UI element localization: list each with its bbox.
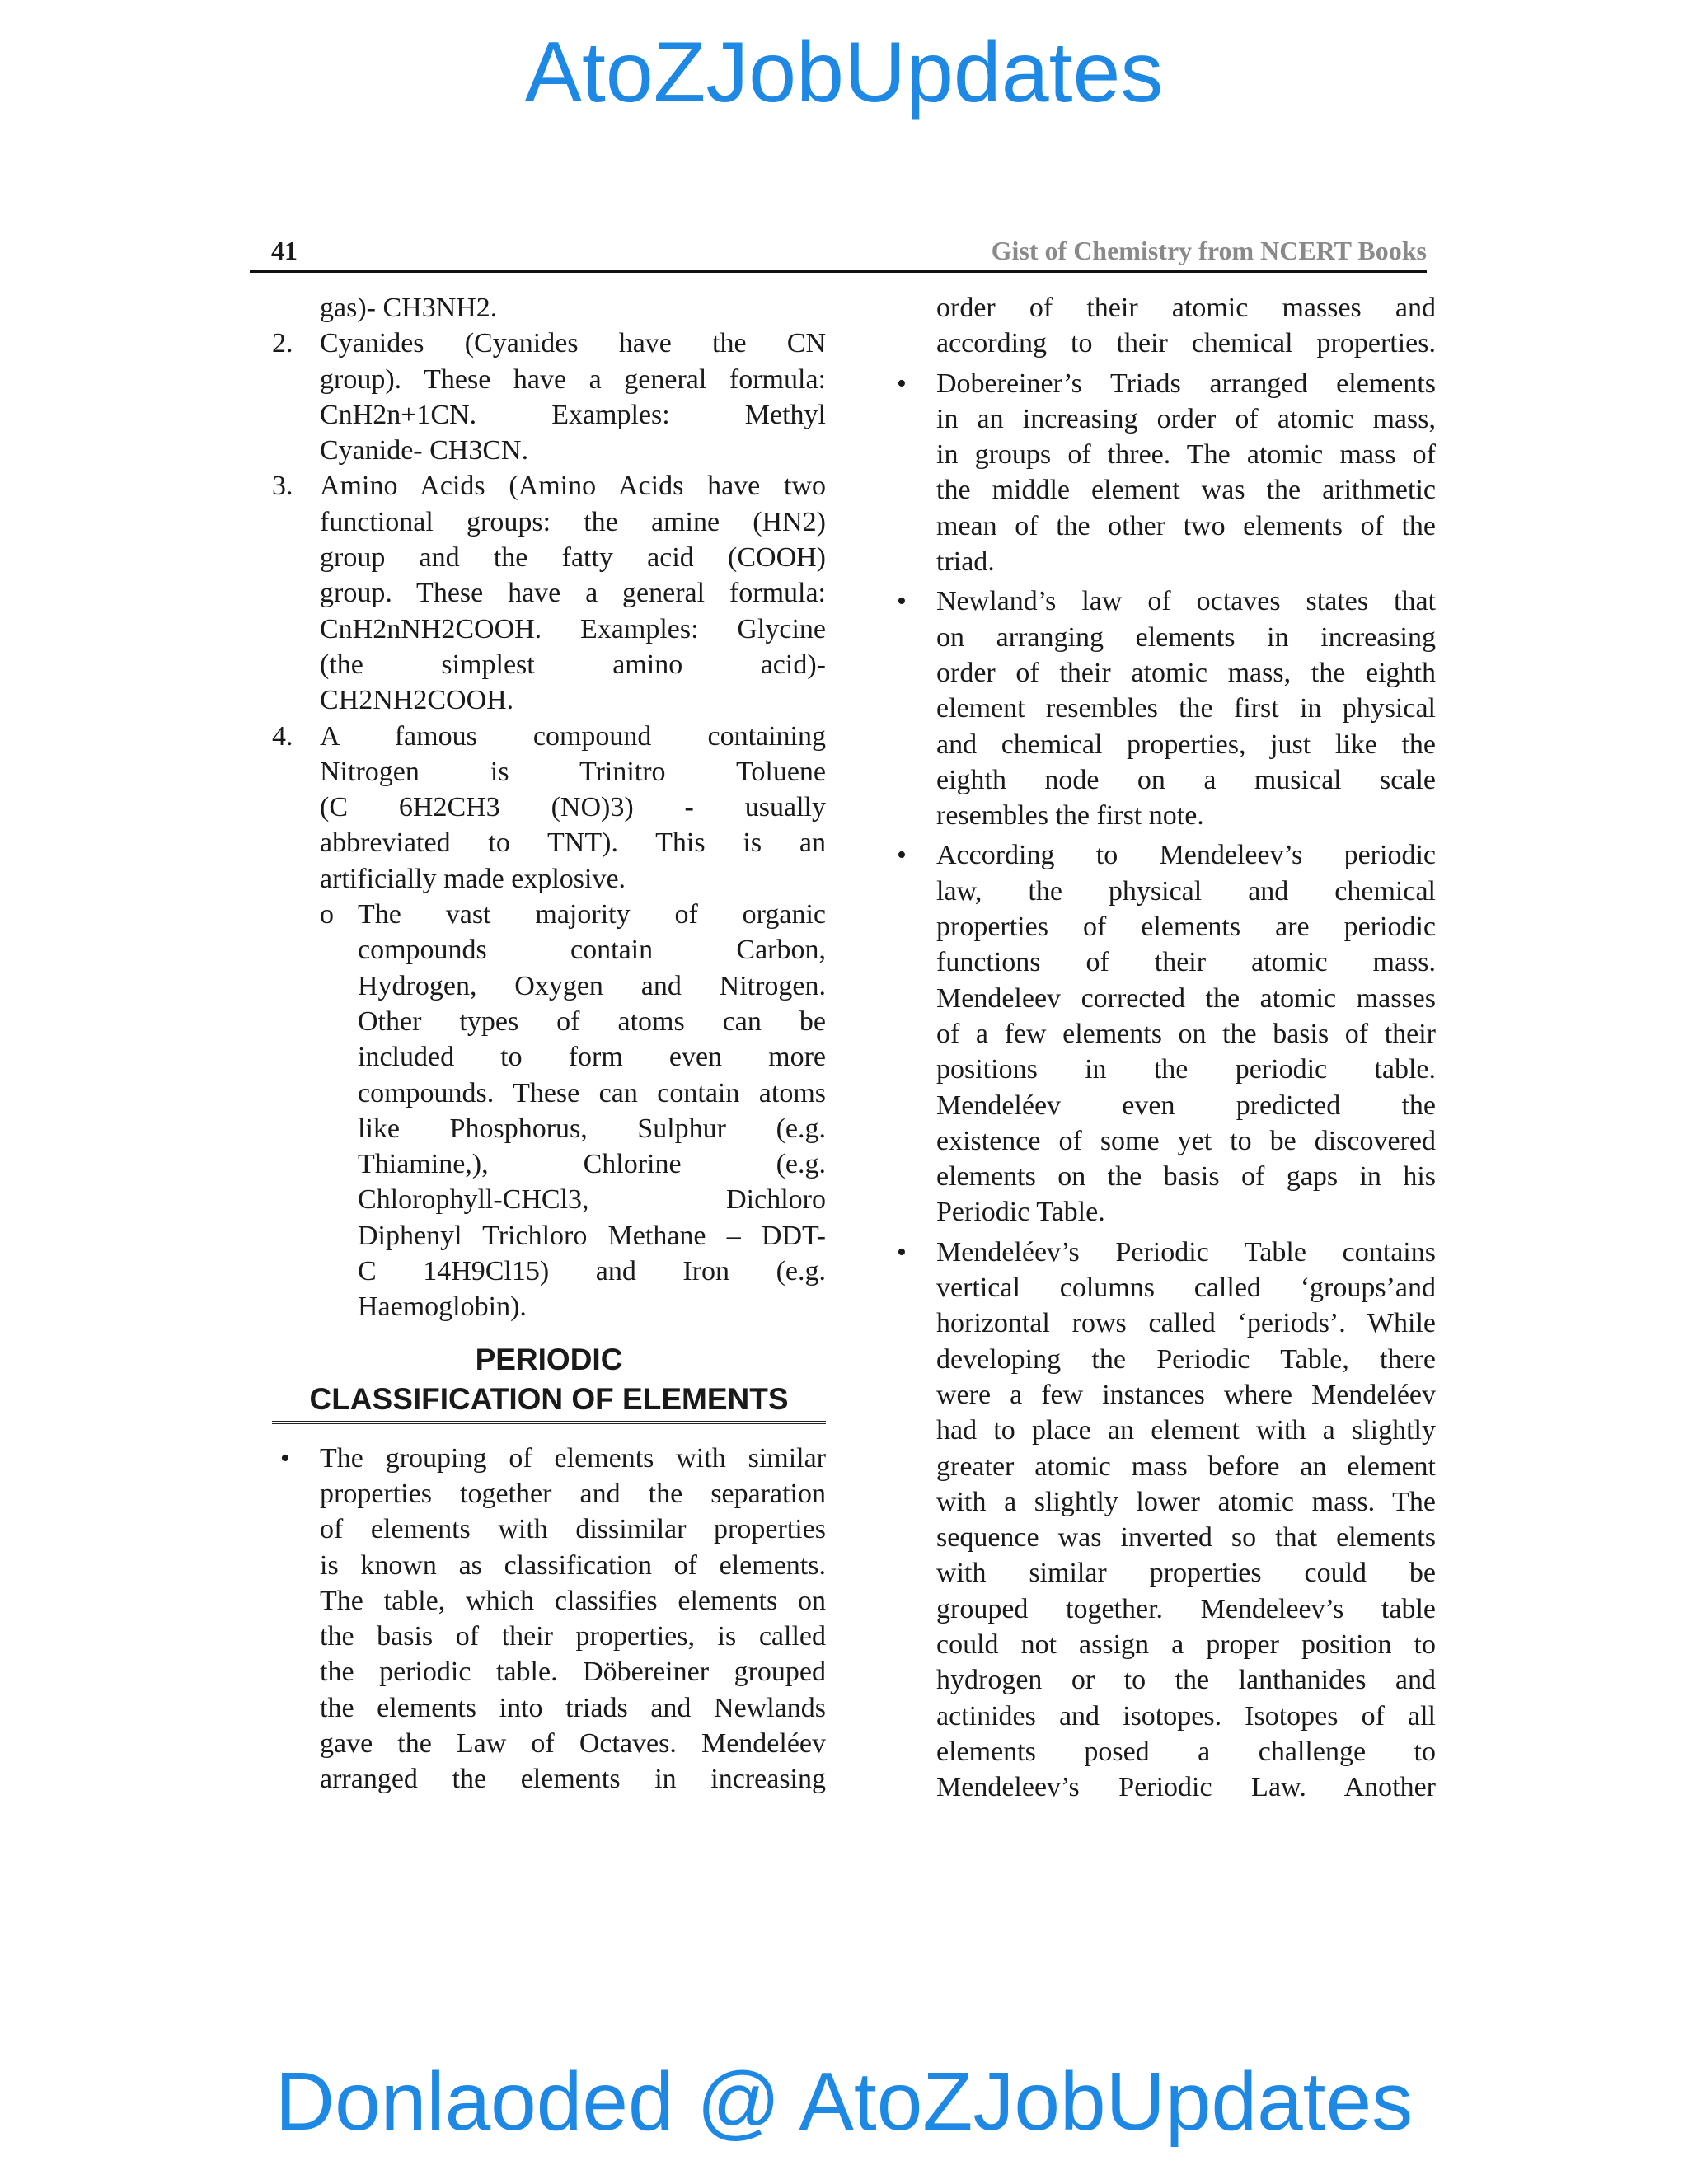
text-line: Hydrogen, Oxygen and Nitrogen.: [358, 970, 826, 1001]
watermark-bottom: Donlaoded @ AtoZJobUpdates: [274, 2055, 1414, 2148]
text-line: (the simplest amino acid)-: [320, 649, 826, 680]
text-line: Mendeléev’s Periodic Table contains: [936, 1236, 1436, 1268]
text-line: hydrogen or to the lanthanides and: [936, 1665, 1436, 1696]
text-line: group). These have a general formula:: [320, 363, 826, 395]
text-line: compounds. These can contain atoms: [358, 1077, 826, 1108]
text-line: mean of the other two elements of the: [936, 510, 1436, 541]
text-line: Mendeleev’s Periodic Law. Another: [936, 1772, 1436, 1803]
text-line: A famous compound containing: [320, 720, 826, 752]
list-number: 3.: [272, 471, 293, 502]
list-item-4: [272, 719, 826, 897]
text-line: the periodic table. Döbereiner grouped: [320, 1657, 826, 1688]
list-item-2: [272, 326, 826, 468]
text-line: order of their atomic mass, the eighth: [936, 657, 1436, 688]
text-line: law, the physical and chemical: [936, 875, 1436, 907]
text-line: CH2NH2COOH.: [320, 685, 514, 716]
text-line: Cyanides (Cyanides have the CN: [320, 328, 826, 359]
text-line: could not assign a proper position to: [936, 1629, 1436, 1660]
text-line: Newland’s law of octaves states that: [936, 586, 1436, 617]
continued-paragraph: [889, 290, 1436, 362]
text-line: C 14H9Cl15) and Iron (e.g.: [358, 1256, 826, 1287]
text-line: the basis of their properties, is called: [320, 1621, 826, 1652]
text-line: elements on the basis of gaps in his: [936, 1161, 1436, 1193]
text-line: in groups of three. The atomic mass of: [936, 439, 1436, 471]
text-line: gave the Law of Octaves. Mendeléev: [320, 1727, 826, 1759]
text-line: vertical columns called ‘groups’and: [936, 1272, 1436, 1304]
text-line: Amino Acids (Amino Acids have two: [320, 471, 826, 502]
text-line: order of their atomic masses and: [936, 293, 1436, 323]
text-line: Other types of atoms can be: [358, 1005, 826, 1037]
text-line: Haemoglobin).: [358, 1291, 527, 1323]
text-line: in an increasing order of atomic mass,: [936, 403, 1436, 434]
text-line: positions in the periodic table.: [936, 1054, 1436, 1085]
text-line: Diphenyl Trichloro Methane – DDT-: [358, 1220, 826, 1251]
text-line: triad.: [936, 546, 995, 578]
bullet-dot-icon: •: [897, 1236, 907, 1268]
text-line: Thiamine,), Chlorine (e.g.: [358, 1149, 826, 1180]
text-line: group. These have a general formula:: [320, 578, 826, 609]
bullet-item: [889, 583, 1436, 833]
text-line: grouped together. Mendeleev’s table: [936, 1593, 1436, 1624]
text-line: Nitrogen is Trinitro Toluene: [320, 756, 826, 787]
text-line: like Phosphorus, Sulphur (e.g.: [358, 1113, 826, 1144]
text-line: (C 6H2CH3 (NO)3) - usually: [320, 792, 826, 823]
watermark-top: AtoZJobUpdates: [524, 25, 1164, 120]
text-line: eighth node on a musical scale: [936, 764, 1436, 795]
text-line: included to form even more: [358, 1042, 826, 1073]
text-line: on arranging elements in increasing: [936, 621, 1436, 653]
text-line: The table, which classifies elements on: [320, 1585, 826, 1616]
heading-line-1: PERIODIC: [475, 1342, 623, 1376]
bullet-item: [889, 366, 1436, 580]
continued-line: gas)- CH3NH2.: [320, 293, 498, 323]
heading-line-2: CLASSIFICATION OF ELEMENTS: [272, 1380, 826, 1424]
text-line: resembles the first note.: [936, 800, 1204, 832]
text-line: abbreviated to TNT). This is an: [320, 827, 826, 859]
text-line: elements posed a challenge to: [936, 1736, 1436, 1767]
text-line: properties together and the separation: [320, 1478, 826, 1509]
page-header: [250, 232, 1427, 273]
text-line: Mendeleev corrected the atomic masses: [936, 982, 1436, 1014]
text-line: The grouping of elements with similar: [320, 1442, 826, 1474]
list-number: 2.: [272, 328, 293, 359]
text-line: arranged the elements in increasing: [320, 1764, 826, 1795]
text-line: is known as classification of elements.: [320, 1549, 826, 1581]
bullet-item: [889, 1235, 1436, 1806]
text-line: properties of elements are periodic: [936, 912, 1436, 943]
bullet-dot-icon: •: [897, 586, 907, 617]
text-line: element resembles the first in physical: [936, 693, 1436, 724]
text-line: compounds contain Carbon,: [358, 935, 826, 966]
page-number: 41: [271, 236, 298, 265]
text-line: According to Mendeleev’s periodic: [936, 840, 1436, 871]
section-heading: [272, 1340, 826, 1424]
text-line: artificially made explosive.: [320, 863, 626, 894]
book-title: Gist of Chemistry from NCERT Books: [991, 236, 1427, 265]
text-line: existence of some yet to be discovered: [936, 1125, 1436, 1156]
text-line: functions of their atomic mass.: [936, 947, 1436, 978]
bullet-item: [272, 1441, 826, 1797]
text-line: Dobereiner’s Triads arranged elements: [936, 368, 1436, 399]
text-line: Cyanide- CH3CN.: [320, 435, 529, 466]
bullet-item: [889, 837, 1436, 1230]
text-line: functional groups: the amine (HN2): [320, 506, 826, 537]
sub-bullet-mark: o: [320, 899, 334, 930]
text-line: with a slightly lower atomic mass. The: [936, 1486, 1436, 1517]
text-line: The vast majority of organic: [358, 899, 826, 930]
text-line: CnH2n+1CN. Examples: Methyl: [320, 399, 826, 430]
text-line: sequence was inverted so that elements: [936, 1522, 1436, 1554]
bullet-dot-icon: •: [280, 1442, 290, 1474]
text-line: of a few elements on the basis of their: [936, 1018, 1436, 1049]
text-line: Mendeléev even predicted the: [936, 1090, 1436, 1121]
text-line: actinides and isotopes. Isotopes of all: [936, 1700, 1436, 1732]
text-line: the middle element was the arithmetic: [936, 475, 1436, 506]
text-line: greater atomic mass before an element: [936, 1451, 1436, 1482]
right-column: [889, 290, 1436, 1805]
left-column: [272, 290, 826, 1797]
text-line: Periodic Table.: [936, 1197, 1105, 1228]
text-line: according to their chemical properties.: [936, 328, 1436, 359]
text-line: of elements with dissimilar properties: [320, 1514, 826, 1545]
text-line: had to place an element with a slightly: [936, 1415, 1436, 1446]
list-item-3: [272, 468, 826, 718]
text-line: CnH2nNH2COOH. Examples: Glycine: [320, 613, 826, 644]
text-line: horizontal rows called ‘periods’. While: [936, 1308, 1436, 1339]
sub-list-item: [272, 897, 826, 1325]
text-line: Chlorophyll-CHCl3, Dichloro: [358, 1184, 826, 1216]
text-line: developing the Periodic Table, there: [936, 1343, 1436, 1375]
text-line: and chemical properties, just like the: [936, 729, 1436, 760]
text-line: were a few instances where Mendeléev: [936, 1379, 1436, 1410]
list-number: 4.: [272, 720, 293, 752]
bullet-dot-icon: •: [897, 840, 907, 871]
bullet-dot-icon: •: [897, 368, 907, 399]
text-line: the elements into triads and Newlands: [320, 1692, 826, 1723]
text-line: with similar properties could be: [936, 1558, 1436, 1589]
text-line: group and the fatty acid (COOH): [320, 542, 826, 574]
